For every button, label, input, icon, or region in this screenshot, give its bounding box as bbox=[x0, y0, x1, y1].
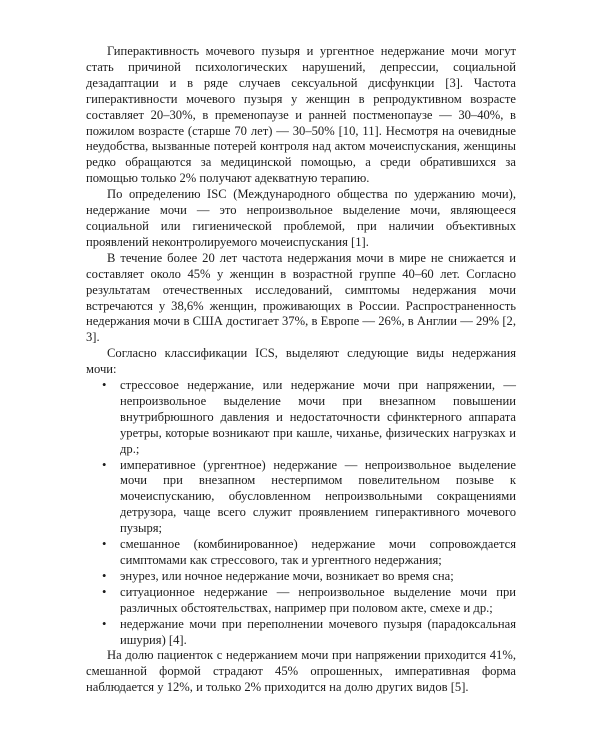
incontinence-types-list bbox=[86, 378, 516, 648]
paragraph-overactive-bladder: Гиперактивность мочевого пузыря и ургентное недержание мочи могут стать причиной психологических нарушений, депрессии, социальной дезадаптации и в ряде случаев сексуальной дисфункции [3]. Частота гиперактивности мочевого пузыря у женщин в репродуктивном возрасте составляет 20–30%, в пременопаузе и ранней постменопаузе — 30–40%, в пожилом возрасте (старше 70 лет) — 30–50% [10, 11]. Несмотря на очевидные неудобства, вызванные потерей контроля над актом мочеиспускания, женщины редко обращаются за медицинской помощью, а среди обратившихся за помощью только 2% получают адекватную терапию. bbox=[86, 44, 516, 186]
list-item-urge: • императивное (ургентное) недержание — непроизвольное выделение мочи при внезапном нестерпимом повелительном позыве к мочеиспусканию, обусловленном непроизвольными сокращениями детрузора, чаще всего служит проявлением гиперактивного мочевого пузыря; bbox=[120, 458, 516, 538]
paragraph-classification-intro: Согласно классификации ICS, выделяют следующие виды недержания мочи: bbox=[86, 346, 516, 377]
list-item-situational: • ситуационное недержание — непроизвольное выделение мочи при различных обстоятельствах, например при половом акте, смехе и др.; bbox=[120, 585, 516, 617]
list-item-overflow: • недержание мочи при переполнении мочевого пузыря (парадоксальная ишурия) [4]. bbox=[120, 617, 516, 649]
document-page bbox=[86, 44, 516, 696]
list-item-stress: • стрессовое недержание, или недержание мочи при напряжении, — непроизвольное выделение мочи при внезапном повышении внутрибрюшного давления и недостаточности сфинктерного аппарата уретры, которые возникают при кашле, чиханье, физических нагрузках и др.; bbox=[120, 378, 516, 458]
list-item-mixed: • смешанное (комбинированное) недержание мочи сопровождается симптомами как стрессового, так и ургентного недержания; bbox=[120, 537, 516, 569]
paragraph-prevalence: В течение более 20 лет частота недержания мочи в мире не снижается и составляет около 45% у женщин в возрастной группе 40–60 лет. Согласно результатам отечественных исследований, симптомы недержания мочи встречаются у 38,6% женщин, проживающих в России. Распространенность недержания мочи в США достигает 37%, в Европе — 26%, в Англии — 29% [2, 3]. bbox=[86, 250, 516, 345]
paragraph-ics-definition: По определению ISC (Международного общества по удержанию мочи), недержание мочи — это непроизвольное выделение мочи, являющееся социальной или гигиенической проблемой, при наличии объективных проявлений неконтролируемого мочеиспускания [1]. bbox=[86, 187, 516, 249]
paragraph-closing: На долю пациенток с недержанием мочи при напряжении приходится 41%, смешанной формой страдают 45% опрошенных, императивная форма наблюдается у 12%, и только 2% приходится на долю других видов [5]. bbox=[86, 648, 516, 695]
list-item-enuresis: • энурез, или ночное недержание мочи, возникает во время сна; bbox=[120, 569, 516, 585]
